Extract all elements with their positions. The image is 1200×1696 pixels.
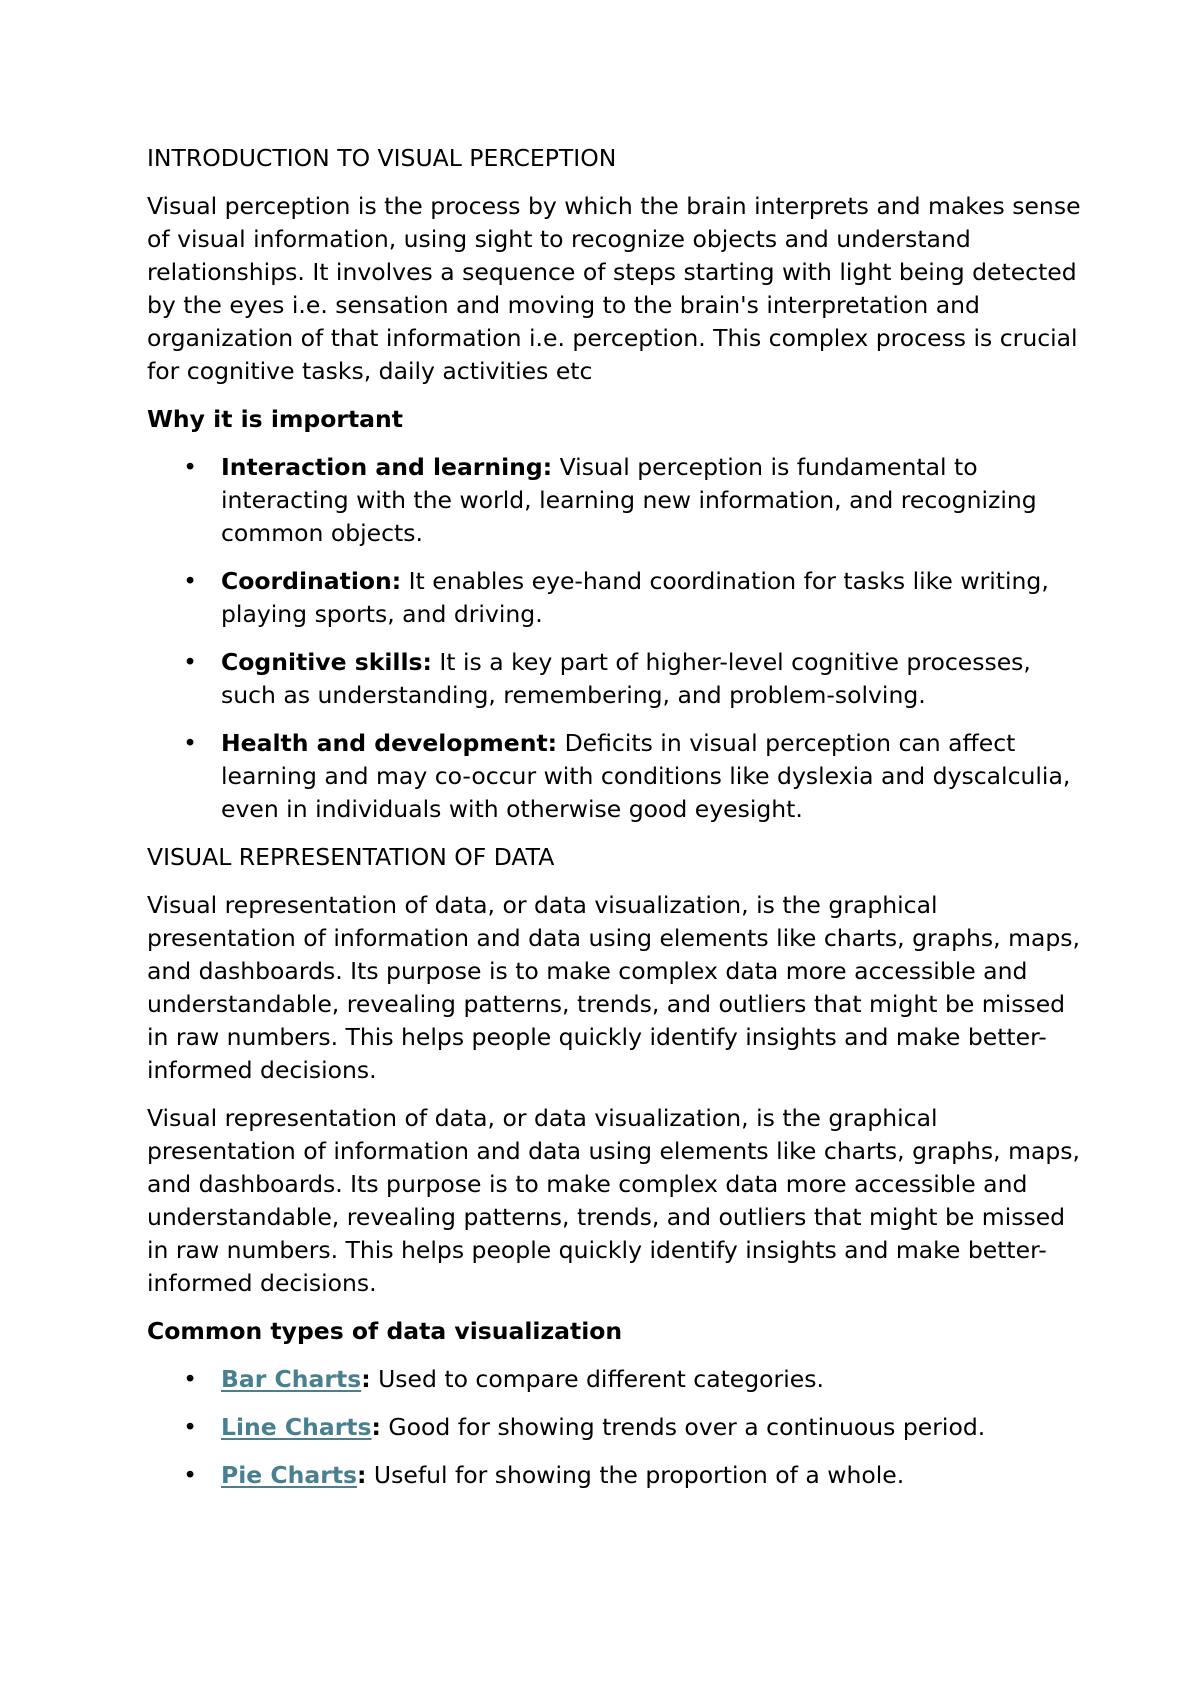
list-item-colon: : (371, 1413, 381, 1441)
bullet-icon: • (183, 567, 197, 595)
importance-heading: Why it is important (147, 405, 403, 433)
bullet-icon: • (183, 1461, 197, 1489)
types-heading: Common types of data visualization (147, 1317, 623, 1345)
section-title-visual-perception: INTRODUCTION TO VISUAL PERCEPTION (147, 144, 617, 172)
document-page (147, 142, 1087, 1507)
bullet-icon: • (183, 729, 197, 757)
list-item-term: Coordination: (221, 567, 402, 595)
list-item-term: Interaction and learning: (221, 453, 553, 481)
list-item-health (147, 727, 1087, 826)
list-item-interaction (147, 451, 1087, 550)
list-item-text: Good for showing trends over a continuous period. (380, 1413, 986, 1441)
types-list (147, 1363, 1087, 1492)
list-item-text: Visual perception is fundamental to interacting with the world, learning new information, and recognizing common objects. (221, 453, 1037, 547)
list-item-colon: : (361, 1365, 371, 1393)
list-item-coordination (147, 565, 1087, 631)
bullet-icon: • (183, 648, 197, 676)
data-paragraph-1: Visual representation of data, or data visualization, is the graphical presentation of information and data using elements like charts, graphs, maps, and dashboards. Its purpose is to make complex data more accessible and understandable, revealing patterns, trends, and outliers that might be missed in raw numbers. This helps people quickly identify insights and make better-informed decisions. (147, 891, 1081, 1084)
list-item-text: It enables eye-hand coordination for tasks like writing, playing sports, and driving. (221, 567, 1049, 628)
list-item-colon: : (357, 1461, 367, 1489)
list-item-text: It is a key part of higher-level cognitive processes, such as understanding, remembering, and problem-solving. (221, 648, 1031, 709)
intro-paragraph: Visual perception is the process by which the brain interprets and makes sense of visual information, using sight to recognize objects and understand relationships. It involves a sequence of steps starting with light being detected by the eyes i.e. sensation and moving to the brain's interpretation and organization of that information i.e. perception. This complex process is crucial for cognitive tasks, daily activities etc (147, 192, 1081, 385)
line-charts-link[interactable]: Line Charts (221, 1413, 372, 1441)
list-item-text: Used to compare different categories. (370, 1365, 824, 1393)
list-item-term: Cognitive skills: (221, 648, 432, 676)
data-paragraph-2: Visual representation of data, or data visualization, is the graphical presentation of information and data using elements like charts, graphs, maps, and dashboards. Its purpose is to make complex data more accessible and understandable, revealing patterns, trends, and outliers that might be missed in raw numbers. This helps people quickly identify insights and make better-informed decisions. (147, 1104, 1081, 1297)
bullet-icon: • (183, 453, 197, 481)
list-item-term: Health and development: (221, 729, 558, 757)
importance-list (147, 451, 1087, 826)
bullet-icon: • (183, 1365, 197, 1393)
pie-charts-link[interactable]: Pie Charts (221, 1461, 358, 1489)
bullet-icon: • (183, 1413, 197, 1441)
section-title-data-representation: VISUAL REPRESENTATION OF DATA (147, 843, 555, 871)
list-item-text: Deficits in visual perception can affect learning and may co-occur with conditions like dyslexia and dyscalculia, even in individuals with otherwise good eyesight. (221, 729, 1071, 823)
list-item-pie-charts (147, 1459, 1087, 1492)
list-item-line-charts (147, 1411, 1087, 1444)
list-item-text: Useful for showing the proportion of a whole. (366, 1461, 905, 1489)
list-item-cognitive-skills (147, 646, 1087, 712)
bar-charts-link[interactable]: Bar Charts (221, 1365, 362, 1393)
list-item-bar-charts (147, 1363, 1087, 1396)
